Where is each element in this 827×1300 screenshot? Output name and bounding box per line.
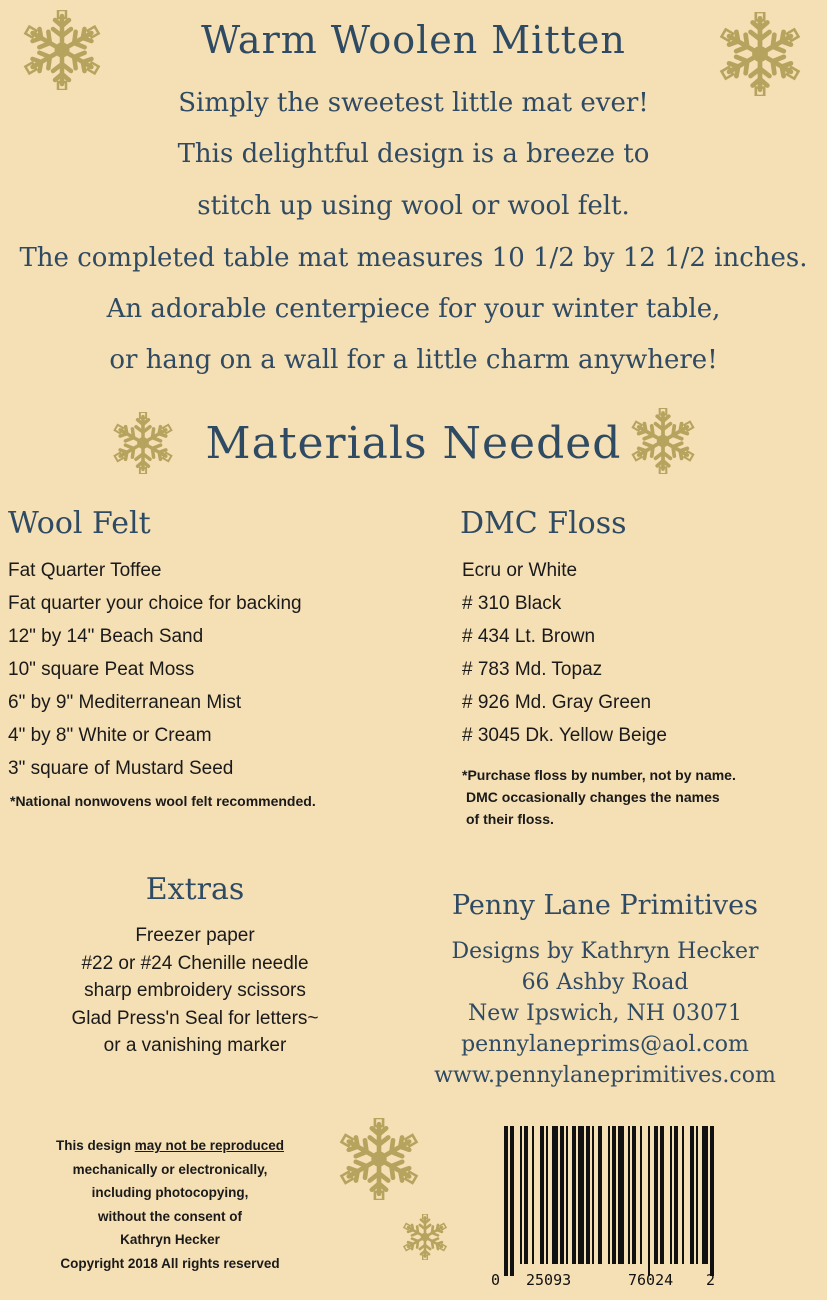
list-item: 3" square of Mustard Seed xyxy=(8,758,234,779)
list-item: # 783 Md. Topaz xyxy=(462,659,603,680)
list-item: 10" square Peat Moss xyxy=(8,659,195,680)
email-link[interactable]: pennylaneprims@aol.com xyxy=(461,1032,749,1057)
copyright-underlined: may not be reproduced xyxy=(134,1138,285,1153)
note-line: DMC occasionally changes the names xyxy=(466,789,720,805)
designer-line: Designs by Kathryn Hecker xyxy=(451,939,759,964)
dmc-floss-heading: DMC Floss xyxy=(460,506,627,541)
intro-line-3: stitch up using wool or wool felt. xyxy=(197,191,630,221)
list-item: Ecru or White xyxy=(462,560,578,581)
list-item: 4" by 8" White or Cream xyxy=(8,725,212,746)
intro-line-6: or hang on a wall for a little charm anywhere! xyxy=(109,345,718,375)
list-item: # 3045 Dk. Yellow Beige xyxy=(462,725,667,746)
list-item: Freezer paper xyxy=(135,925,255,946)
intro-line-4: The completed table mat measures 10 1/2 by 12 1/2 inches. xyxy=(19,243,808,273)
list-item: # 434 Lt. Brown xyxy=(462,626,596,647)
copyright-line: without the consent of xyxy=(98,1208,242,1224)
website-link[interactable]: www.pennylaneprimitives.com xyxy=(434,1063,776,1088)
list-item: sharp embroidery scissors xyxy=(84,980,306,1001)
list-item: # 310 Black xyxy=(462,593,562,614)
list-item: 12" by 14" Beach Sand xyxy=(8,626,204,647)
wool-felt-heading: Wool Felt xyxy=(8,506,151,541)
copyright-text: This design xyxy=(55,1138,135,1153)
copyright-line: Copyright 2018 All rights reserved xyxy=(60,1255,280,1271)
dmc-floss-note xyxy=(462,764,736,830)
materials-heading: Materials Needed xyxy=(205,418,622,469)
copyright-line: Kathryn Hecker xyxy=(120,1232,220,1247)
list-item: Fat Quarter Toffee xyxy=(8,560,162,581)
note-line: *Purchase floss by number, not by name. xyxy=(462,767,736,783)
list-item: #22 or #24 Chenille needle xyxy=(81,952,309,974)
intro-line-5: An adorable centerpiece for your winter table, xyxy=(106,294,721,324)
copyright-notice xyxy=(20,1134,320,1275)
city-line: New Ipswich, NH 03071 xyxy=(468,1001,742,1026)
barcode-bars xyxy=(504,1126,719,1276)
list-item: Glad Press'n Seal for letters~ xyxy=(71,1007,319,1029)
note-line: of their floss. xyxy=(466,811,554,827)
list-item: # 926 Md. Gray Green xyxy=(462,692,652,713)
barcode-group-1: 25093 xyxy=(526,1271,572,1289)
barcode xyxy=(486,1118,718,1298)
snowflake-icon xyxy=(718,12,802,96)
page-title: Warm Woolen Mitten xyxy=(201,18,626,62)
barcode-group-2: 76024 xyxy=(628,1271,674,1289)
dmc-floss-list xyxy=(462,554,667,752)
intro-line-2: This delightful design is a breeze to xyxy=(177,139,650,169)
extras-list xyxy=(0,922,390,1060)
snowflake-icon xyxy=(338,1118,420,1200)
address-line: 66 Ashby Road xyxy=(521,970,689,995)
extras-heading: Extras xyxy=(145,872,245,907)
snowflake-icon xyxy=(22,10,102,90)
copyright-line: including photocopying, xyxy=(91,1185,249,1200)
barcode-digit-left: 0 xyxy=(491,1271,501,1289)
list-item: 6" by 9" Mediterranean Mist xyxy=(8,692,242,713)
snowflake-icon xyxy=(402,1214,448,1260)
copyright-line xyxy=(20,1134,320,1158)
intro-line-1: Simply the sweetest little mat ever! xyxy=(178,88,649,118)
company-name: Penny Lane Primitives xyxy=(451,890,759,921)
list-item: or a vanishing marker xyxy=(103,1035,287,1056)
wool-felt-note: *National nonwovens wool felt recommended. xyxy=(10,793,316,809)
wool-felt-list xyxy=(8,554,302,785)
copyright-line: mechanically or electronically, xyxy=(72,1161,268,1177)
contact-block xyxy=(410,936,800,1091)
list-item: Fat quarter your choice for backing xyxy=(8,593,302,614)
barcode-digit-right: 2 xyxy=(706,1271,716,1289)
